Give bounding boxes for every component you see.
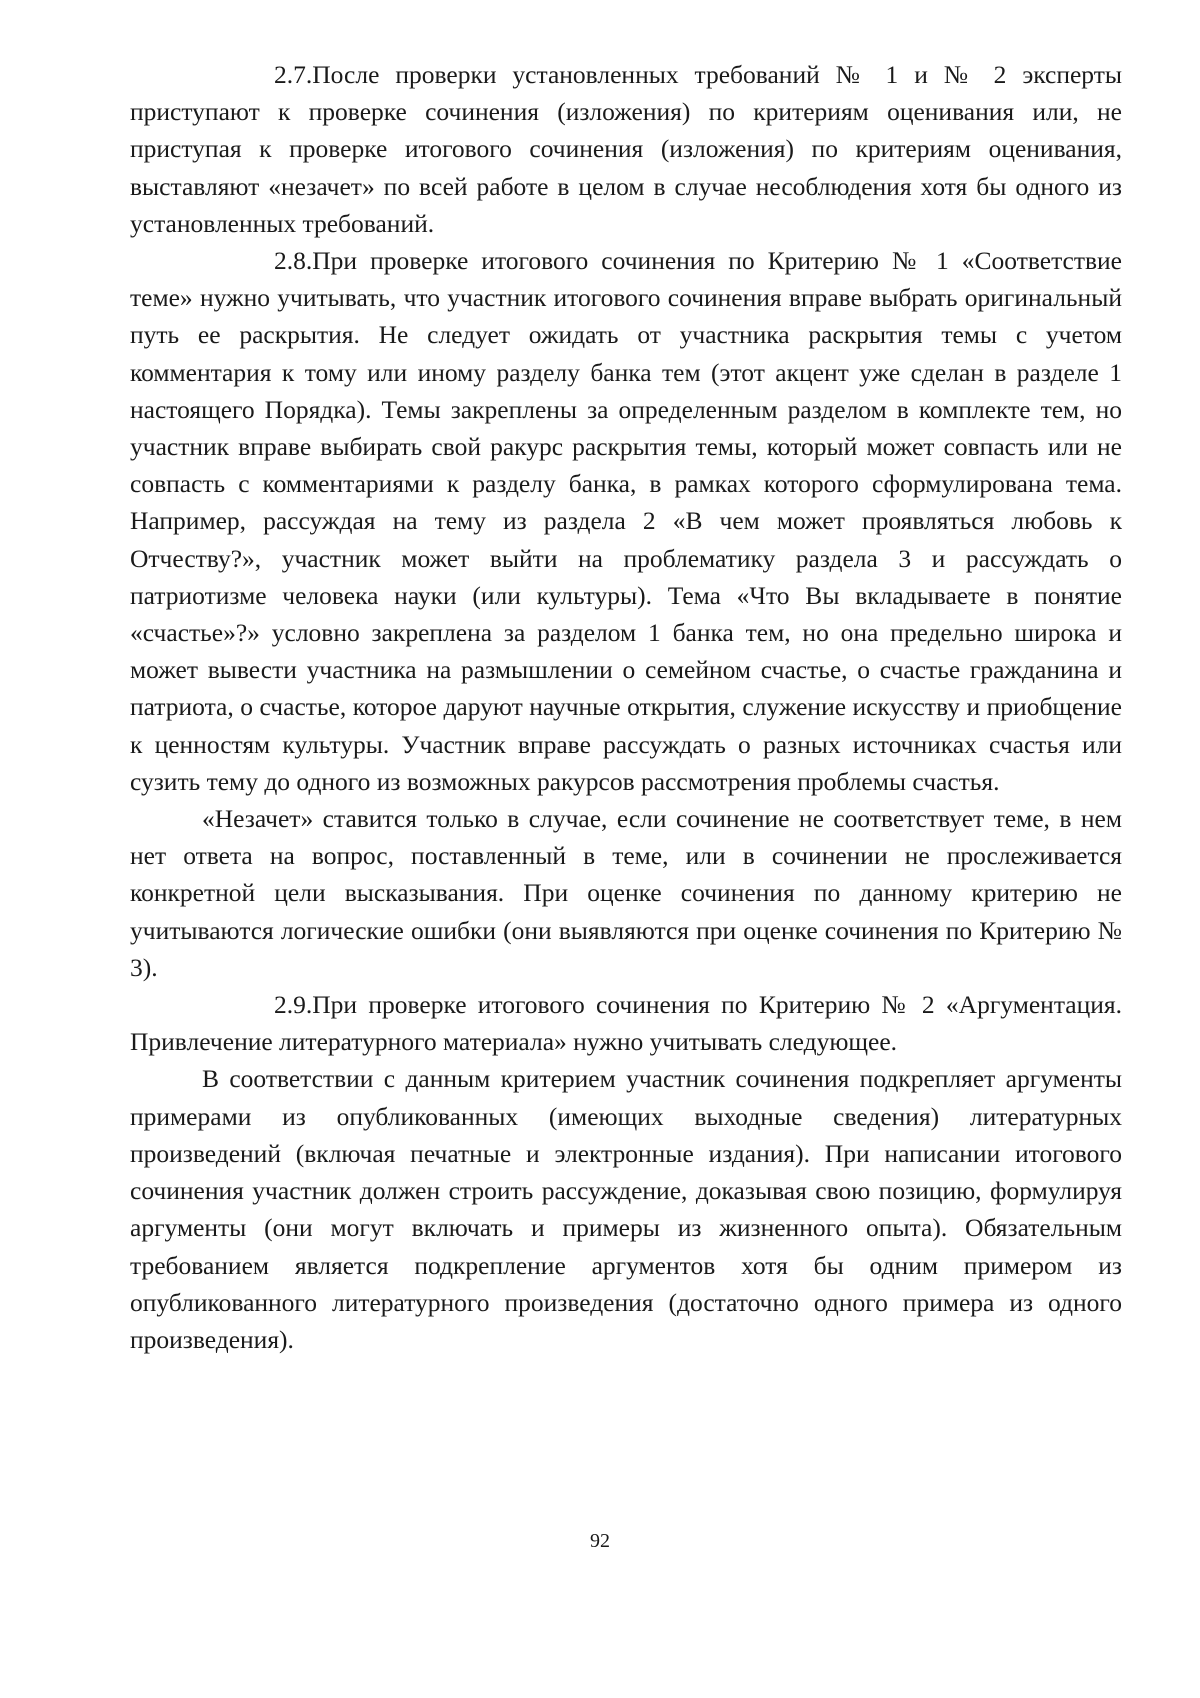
paragraph-2-7: [130, 56, 1122, 242]
paragraph-argumentation: [130, 1060, 1122, 1358]
page-number: 92: [590, 1530, 610, 1552]
paragraph-number: 2.9.: [274, 990, 313, 1020]
paragraph-text: «Незачет» ставится только в случае, если сочинение не соответствует теме, в нем нет ответа на вопрос, поставленный в теме, или в сочинении не прослеживается конкретной цели высказывания. При оценке сочинения по данному критерию не учитываются логические ошибки (они выявляются при оценке сочинения по Критерию № 3).: [130, 804, 1122, 982]
paragraph-2-9: [130, 986, 1122, 1060]
paragraph-number: 2.7.: [274, 60, 313, 89]
paragraph-nezachet: [130, 800, 1122, 986]
paragraph-text: При проверке итогового сочинения по Критерию № 1 «Соответствие теме» нужно учитывать, что участник итогового сочинения вправе выбрать оригинальный путь ее раскрытия. Не следует ожидать от участника раскрытия темы с учетом комментария к тому или иному разделу банка тем (этот акцент уже сделан в разделе 1 настоящего Порядка). Темы закреплены за определенным разделом в комплекте тем, но участник вправе выбирать свой ракурс раскрытия темы, который может совпасть или не совпасть с комментариями к разделу банка, в рамках которого сформулирована тема. Например, рассуждая на тему из раздела 2 «В чем может проявляться любовь к Отчеству?», участник может выйти на проблематику раздела 3 и рассуждать о патриотизме человека науки (или культуры). Тема «Что Вы вкладываете в понятие «счастье»?» условно закреплена за разделом 1 банка тем, но она предельно широка и может вывести участника на размышлении о семейном счастье, о счастье гражданина и патриота, о счастье, которое даруют научные открытия, служение искусству и приобщение к ценностям культуры. Участник вправе рассуждать о разных источниках счастья или сузить тему до одного из возможных ракурсов рассмотрения проблемы счастья.: [130, 246, 1122, 796]
paragraph-text: При проверке итогового сочинения по Критерию № 2 «Аргументация. Привлечение литературного материала» нужно учитывать следующее.: [130, 990, 1122, 1057]
paragraph-number: 2.8.: [274, 246, 313, 276]
document-body: [130, 56, 1122, 1358]
paragraph-text: После проверки установленных требований № 1 и № 2 эксперты приступают к проверке сочинения (изложения) по критериям оценивания или, не приступая к проверке итогового сочинения (изложения) по критериям оценивания, выставляют «незачет» по всей работе в целом в случае несоблюдения хотя бы одного из установленных требований.: [130, 60, 1122, 238]
paragraph-2-8: [130, 242, 1122, 800]
paragraph-text: В соответствии с данным критерием участник сочинения подкрепляет аргументы примерами из опубликованных (имеющих выходные сведения) литературных произведений (включая печатные и электронные издания). При написании итогового сочинения участник должен строить рассуждение, доказывая свою позицию, формулируя аргументы (они могут включать и примеры из жизненного опыта). Обязательным требованием является подкрепление аргументов хотя бы одним примером из опубликованного литературного произведения (достаточно одного примера из одного произведения).: [130, 1064, 1122, 1354]
